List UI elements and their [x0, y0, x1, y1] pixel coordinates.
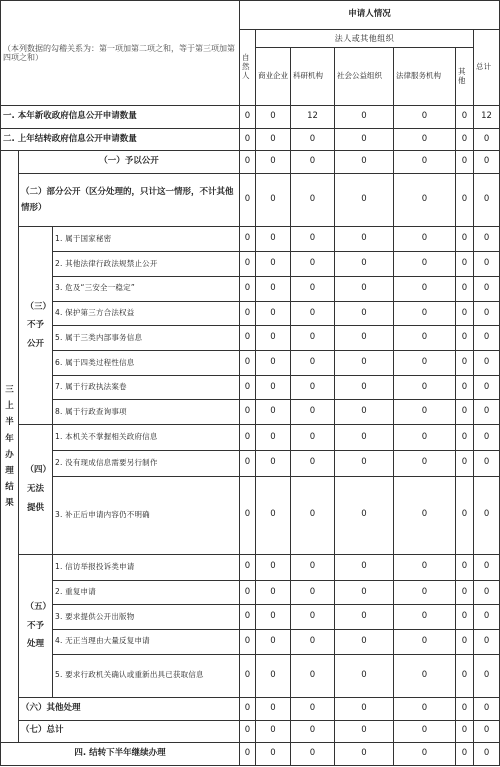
- cell-commercial: 0: [256, 106, 291, 129]
- cell-legal-service: 0: [394, 301, 456, 326]
- cell-other: 0: [456, 252, 474, 277]
- cell-total: 0: [474, 252, 500, 277]
- cell-research: 0: [291, 326, 335, 351]
- row-label: 四. 结转下半年继续办理: [1, 743, 240, 766]
- legal-org-header: 法人或其他组织: [256, 29, 474, 48]
- cell-other: 0: [456, 301, 474, 326]
- cell-natural: 0: [240, 554, 256, 580]
- cell-other: 0: [456, 375, 474, 400]
- row-label: 3. 补正后申请内容仍不明确: [53, 476, 240, 554]
- table-row: [1, 720, 500, 743]
- cell-other: 0: [456, 654, 474, 697]
- cell-commercial: 0: [256, 629, 291, 654]
- row-label: 5. 属于三类内部事务信息: [53, 326, 240, 351]
- cell-commercial: 0: [256, 173, 291, 227]
- table-row: [1, 128, 500, 151]
- cell-research: 0: [291, 654, 335, 697]
- cell-natural: 0: [240, 128, 256, 151]
- cell-total: 0: [474, 425, 500, 451]
- table-row: [1, 326, 500, 351]
- row-label: 5. 要求行政机关确认或重新出具已获取信息: [53, 654, 240, 697]
- row-label: 2. 其他法律行政法规禁止公开: [53, 252, 240, 277]
- cell-commercial: 0: [256, 276, 291, 301]
- cell-total: 0: [474, 450, 500, 476]
- table-row: [1, 450, 500, 476]
- table-row: [1, 629, 500, 654]
- row-label: 8. 属于行政查询事项: [53, 400, 240, 425]
- col-research: 科研机构: [291, 48, 335, 106]
- table-row: [1, 605, 500, 630]
- cell-social: 0: [335, 276, 394, 301]
- cell-other: 0: [456, 350, 474, 375]
- cell-legal-service: 0: [394, 128, 456, 151]
- cell-social: 0: [335, 450, 394, 476]
- cell-social: 0: [335, 227, 394, 252]
- col-legal-service: 法律服务机构: [394, 48, 456, 106]
- col-commercial: 商业企业: [256, 48, 291, 106]
- col-other: 其他: [456, 48, 474, 106]
- cell-total: 0: [474, 151, 500, 174]
- cell-total: 0: [474, 720, 500, 743]
- cell-research: 0: [291, 173, 335, 227]
- row-label: 4. 无正当理由大量反复申请: [53, 629, 240, 654]
- cell-research: 0: [291, 252, 335, 277]
- cell-other: 0: [456, 629, 474, 654]
- row-label: 7. 属于行政执法案卷: [53, 375, 240, 400]
- cell-research: 0: [291, 450, 335, 476]
- cell-commercial: 0: [256, 743, 291, 766]
- cell-total: 0: [474, 400, 500, 425]
- cell-social: 0: [335, 580, 394, 605]
- group-not-handled-label: [19, 554, 53, 697]
- cell-social: 0: [335, 173, 394, 227]
- cell-total: 0: [474, 554, 500, 580]
- cell-social: 0: [335, 554, 394, 580]
- row-label: 1. 信访举报投诉类申请: [53, 554, 240, 580]
- cell-research: 0: [291, 605, 335, 630]
- group-not-disclosed-label: [19, 227, 53, 425]
- cell-legal-service: 0: [394, 326, 456, 351]
- row-label: 1. 属于国家秘密: [53, 227, 240, 252]
- cell-natural: 0: [240, 173, 256, 227]
- cell-commercial: 0: [256, 227, 291, 252]
- row-label: 1. 本机关不掌握相关政府信息: [53, 425, 240, 451]
- cell-research: 0: [291, 128, 335, 151]
- cell-natural: 0: [240, 425, 256, 451]
- cell-legal-service: 0: [394, 252, 456, 277]
- cell-legal-service: 0: [394, 697, 456, 720]
- cell-natural: 0: [240, 326, 256, 351]
- cell-research: 0: [291, 720, 335, 743]
- cell-legal-service: 0: [394, 476, 456, 554]
- cell-social: 0: [335, 654, 394, 697]
- cell-other: 0: [456, 128, 474, 151]
- cell-total: 0: [474, 629, 500, 654]
- cell-legal-service: 0: [394, 227, 456, 252]
- row-label: （七）总计: [19, 720, 240, 743]
- cell-other: 0: [456, 605, 474, 630]
- cell-commercial: 0: [256, 605, 291, 630]
- cell-total: 0: [474, 301, 500, 326]
- cell-social: 0: [335, 605, 394, 630]
- cell-total: 0: [474, 605, 500, 630]
- cell-legal-service: 0: [394, 151, 456, 174]
- table-row: [1, 425, 500, 451]
- cell-legal-service: 0: [394, 400, 456, 425]
- cell-research: 0: [291, 425, 335, 451]
- cell-natural: 0: [240, 400, 256, 425]
- cell-natural: 0: [240, 375, 256, 400]
- cell-commercial: 0: [256, 326, 291, 351]
- cell-other: 0: [456, 425, 474, 451]
- group-not-disclosed-text: （三）不予公开: [25, 301, 52, 350]
- cell-social: 0: [335, 743, 394, 766]
- table-row: [1, 580, 500, 605]
- cell-legal-service: 0: [394, 743, 456, 766]
- row-label: 2. 重复申请: [53, 580, 240, 605]
- cell-natural: 0: [240, 151, 256, 174]
- cell-natural: 0: [240, 720, 256, 743]
- cell-research: 12: [291, 106, 335, 129]
- cell-total: 0: [474, 580, 500, 605]
- cell-social: 0: [335, 128, 394, 151]
- cell-social: 0: [335, 350, 394, 375]
- cell-social: 0: [335, 151, 394, 174]
- cell-other: 0: [456, 276, 474, 301]
- cell-commercial: 0: [256, 654, 291, 697]
- cell-total: 0: [474, 276, 500, 301]
- row-label: 3. 要求提供公开出版物: [53, 605, 240, 630]
- table-row: [1, 151, 500, 174]
- cell-commercial: 0: [256, 301, 291, 326]
- row-label: 6. 属于四类过程性信息: [53, 350, 240, 375]
- cell-research: 0: [291, 151, 335, 174]
- cell-commercial: 0: [256, 476, 291, 554]
- cell-research: 0: [291, 375, 335, 400]
- cell-total: 0: [474, 128, 500, 151]
- cell-legal-service: 0: [394, 720, 456, 743]
- cell-natural: 0: [240, 605, 256, 630]
- group-not-handled-text: （五）不予处理: [25, 601, 52, 650]
- cell-natural: 0: [240, 476, 256, 554]
- table-row: [1, 227, 500, 252]
- cell-social: 0: [335, 400, 394, 425]
- row-label: 4. 保护第三方合法权益: [53, 301, 240, 326]
- cell-social: 0: [335, 326, 394, 351]
- cell-commercial: 0: [256, 720, 291, 743]
- row-label: （六）其他处理: [19, 697, 240, 720]
- cell-other: 0: [456, 580, 474, 605]
- cell-legal-service: 0: [394, 425, 456, 451]
- cell-legal-service: 0: [394, 629, 456, 654]
- cell-total: 0: [474, 743, 500, 766]
- cell-total: 0: [474, 654, 500, 697]
- cell-total: 0: [474, 326, 500, 351]
- cell-natural: 0: [240, 227, 256, 252]
- cell-research: 0: [291, 476, 335, 554]
- table-row: [1, 743, 500, 766]
- cell-commercial: 0: [256, 375, 291, 400]
- cell-commercial: 0: [256, 128, 291, 151]
- cell-commercial: 0: [256, 151, 291, 174]
- cell-research: 0: [291, 227, 335, 252]
- cell-research: 0: [291, 350, 335, 375]
- row-label: 一. 本年新收政府信息公开申请数量: [1, 106, 240, 129]
- cell-natural: 0: [240, 629, 256, 654]
- cell-commercial: 0: [256, 400, 291, 425]
- section-three-label: [1, 151, 19, 743]
- table-row: [1, 276, 500, 301]
- table-row: [1, 375, 500, 400]
- cell-research: 0: [291, 629, 335, 654]
- cell-commercial: 0: [256, 580, 291, 605]
- cell-research: 0: [291, 276, 335, 301]
- table-row: [1, 173, 500, 227]
- applicant-header: 申请人情况: [240, 1, 500, 30]
- table-row: [1, 252, 500, 277]
- cell-legal-service: 0: [394, 350, 456, 375]
- table-row: [1, 400, 500, 425]
- table-row: [1, 697, 500, 720]
- cell-natural: 0: [240, 106, 256, 129]
- cell-natural: 0: [240, 580, 256, 605]
- cell-social: 0: [335, 252, 394, 277]
- table-note: （本列数据的勾稽关系为：第一项加第二项之和，等于第三项加第四项之和）: [1, 1, 240, 106]
- cell-social: 0: [335, 629, 394, 654]
- section-three-text: 三上半年办理结果: [5, 385, 14, 509]
- cell-other: 0: [456, 554, 474, 580]
- cell-other: 0: [456, 173, 474, 227]
- cell-commercial: 0: [256, 350, 291, 375]
- cell-social: 0: [335, 301, 394, 326]
- group-unable-text: （四）无法提供: [25, 465, 52, 513]
- row-label: 3. 危及“三安全一稳定”: [53, 276, 240, 301]
- table-row: [1, 106, 500, 129]
- cell-social: 0: [335, 476, 394, 554]
- cell-natural: 0: [240, 301, 256, 326]
- cell-total: 0: [474, 375, 500, 400]
- col-natural-person: 自然人: [240, 29, 256, 105]
- cell-total: 0: [474, 350, 500, 375]
- group-unable-label: [19, 425, 53, 555]
- cell-total: 12: [474, 106, 500, 129]
- cell-legal-service: 0: [394, 173, 456, 227]
- cell-natural: 0: [240, 654, 256, 697]
- cell-total: 0: [474, 227, 500, 252]
- cell-research: 0: [291, 301, 335, 326]
- cell-legal-service: 0: [394, 580, 456, 605]
- cell-legal-service: 0: [394, 375, 456, 400]
- cell-natural: 0: [240, 450, 256, 476]
- row-label: （一）予以公开: [19, 151, 240, 174]
- col-social: 社会公益组织: [335, 48, 394, 106]
- cell-legal-service: 0: [394, 654, 456, 697]
- cell-research: 0: [291, 400, 335, 425]
- row-label: 2. 没有现成信息需要另行制作: [53, 450, 240, 476]
- cell-research: 0: [291, 743, 335, 766]
- cell-legal-service: 0: [394, 554, 456, 580]
- cell-other: 0: [456, 326, 474, 351]
- cell-commercial: 0: [256, 450, 291, 476]
- cell-legal-service: 0: [394, 605, 456, 630]
- cell-total: 0: [474, 476, 500, 554]
- cell-social: 0: [335, 697, 394, 720]
- cell-natural: 0: [240, 276, 256, 301]
- cell-research: 0: [291, 554, 335, 580]
- table-row: [1, 554, 500, 580]
- cell-other: 0: [456, 476, 474, 554]
- cell-natural: 0: [240, 697, 256, 720]
- cell-total: 0: [474, 697, 500, 720]
- cell-other: 0: [456, 450, 474, 476]
- cell-total: 0: [474, 173, 500, 227]
- cell-social: 0: [335, 720, 394, 743]
- cell-other: 0: [456, 743, 474, 766]
- cell-commercial: 0: [256, 554, 291, 580]
- cell-other: 0: [456, 151, 474, 174]
- col-total: 总计: [474, 29, 500, 105]
- cell-commercial: 0: [256, 425, 291, 451]
- table-row: [1, 301, 500, 326]
- cell-social: 0: [335, 425, 394, 451]
- cell-commercial: 0: [256, 697, 291, 720]
- cell-legal-service: 0: [394, 450, 456, 476]
- cell-other: 0: [456, 720, 474, 743]
- cell-social: 0: [335, 375, 394, 400]
- cell-legal-service: 0: [394, 276, 456, 301]
- cell-research: 0: [291, 697, 335, 720]
- cell-other: 0: [456, 400, 474, 425]
- cell-legal-service: 0: [394, 106, 456, 129]
- table-row: [1, 654, 500, 697]
- table-row: [1, 476, 500, 554]
- table-row: [1, 350, 500, 375]
- cell-commercial: 0: [256, 252, 291, 277]
- row-label: 二. 上年结转政府信息公开申请数量: [1, 128, 240, 151]
- cell-natural: 0: [240, 252, 256, 277]
- cell-other: 0: [456, 106, 474, 129]
- cell-natural: 0: [240, 743, 256, 766]
- cell-natural: 0: [240, 350, 256, 375]
- cell-research: 0: [291, 580, 335, 605]
- cell-other: 0: [456, 697, 474, 720]
- cell-other: 0: [456, 227, 474, 252]
- cell-social: 0: [335, 106, 394, 129]
- row-label: （二）部分公开（区分处理的，只计这一情形，不计其他情形）: [19, 173, 240, 227]
